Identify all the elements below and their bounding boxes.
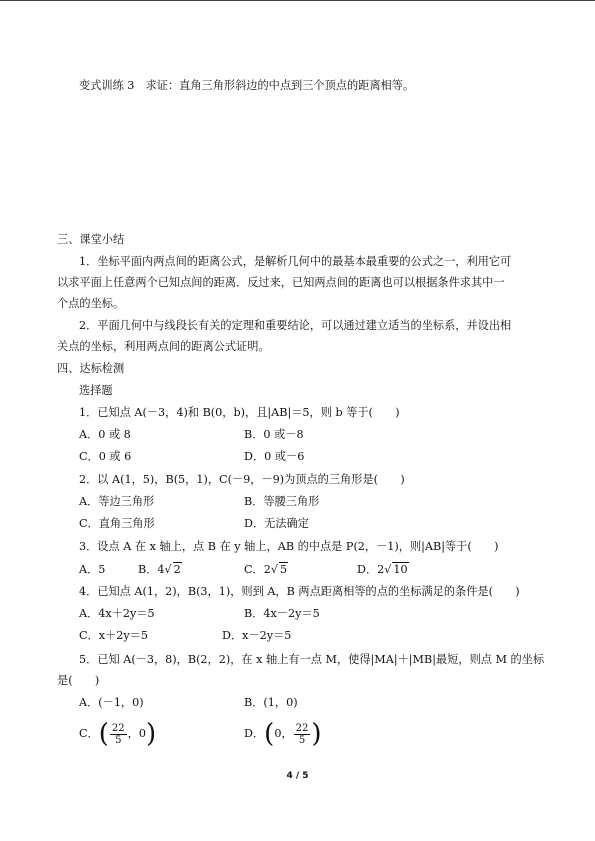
q5-stem-line1: 5．已知 A(－3，8)，B(2，2)，在 x 轴上有一点 M，使得|MA|＋|MB|最短，则点 M 的坐标 bbox=[79, 653, 545, 666]
left-paren: ( bbox=[98, 719, 109, 749]
q4-option-a: A．4x＋2y＝5 bbox=[79, 607, 155, 620]
right-paren: ) bbox=[145, 719, 157, 749]
q1-stem: 1．已知点 A(－3，4)和 B(0，b)，且|AB|＝5，则 b 等于( ) bbox=[79, 406, 400, 419]
sqrt-symbol: √ 10 bbox=[384, 563, 408, 576]
q3-stem: 3．设点 A 在 x 轴上，点 B 在 y 轴上，AB 的中点是 P(2，－1)，则|AB|等于( ) bbox=[79, 540, 499, 553]
summary-p1-line3: 个点的坐标。 bbox=[57, 297, 125, 310]
q5-stem-line2: 是( ) bbox=[57, 674, 100, 687]
q2-stem: 2．以 A(1，5)，B(5，1)，C(－9，－9)为顶点的三角形是( ) bbox=[79, 473, 405, 486]
page-number: 4 / 5 bbox=[286, 771, 309, 781]
fraction: $\frac{22}{5}$ bbox=[295, 722, 309, 746]
sqrt-symbol: √ 2 bbox=[164, 563, 181, 576]
q5-option-a: A．(－1，0) bbox=[79, 696, 144, 709]
q1-option-a: A．0 或 8 bbox=[79, 428, 131, 441]
variant-exercise-3: 变式训练 3 求证：直角三角形斜边的中点到三个顶点的距离相等。 bbox=[79, 79, 415, 92]
q1-option-d: D．0 或－6 bbox=[244, 450, 305, 463]
q4-option-d: D．x－2y＝5 bbox=[222, 629, 292, 642]
q5-option-c: C．( $\frac{22}{5}$ ，0) bbox=[79, 719, 157, 749]
q2-option-a: A．等边三角形 bbox=[79, 495, 155, 508]
q4-option-b: B．4x－2y＝5 bbox=[244, 607, 320, 620]
q3-option-d: D．2√ 10 bbox=[357, 563, 408, 576]
summary-p2-line2: 关点的坐标，利用两点间的距离公式证明。 bbox=[57, 340, 270, 353]
summary-p1-line1: 1．坐标平面内两点间的距离公式，是解析几何中的最基本最重要的公式之一，利用它可 bbox=[79, 255, 512, 268]
q5-option-b: B．(1，0) bbox=[244, 696, 298, 709]
section-4-heading: 四、达标检测 bbox=[57, 362, 125, 375]
q3-option-c: C．2√ 5 bbox=[244, 563, 288, 576]
summary-p2-line1: 2．平面几何中与线段长有关的定理和重要结论，可以通过建立适当的坐标系，并设出相 bbox=[79, 319, 512, 332]
q2-option-c: C．直角三角形 bbox=[79, 517, 155, 530]
summary-p1-line2: 以求平面上任意两个已知点间的距离．反过来，已知两点间的距离也可以根据条件求其中一 bbox=[57, 276, 505, 289]
q4-option-c: C．x＋2y＝5 bbox=[79, 629, 148, 642]
fraction: $\frac{22}{5}$ bbox=[111, 722, 125, 746]
q5-option-d: D．(0， $\frac{22}{5}$ ) bbox=[244, 719, 322, 749]
q1-option-c: C．0 或 6 bbox=[79, 450, 132, 463]
page-top-rule bbox=[0, 0, 595, 1]
q3-option-b: B．4√ 2 bbox=[138, 563, 181, 576]
choice-subheading: 选择题 bbox=[79, 384, 113, 397]
q3-option-a: A．5 bbox=[79, 563, 106, 576]
q2-option-d: D．无法确定 bbox=[244, 517, 309, 530]
q4-stem: 4．已知点 A(1，2)，B(3，1)，则到 A，B 两点距离相等的点的坐标满足的条件是( ) bbox=[79, 585, 520, 598]
sqrt-symbol: √ 5 bbox=[270, 563, 288, 576]
left-paren: ( bbox=[264, 719, 275, 749]
q2-option-b: B．等腰三角形 bbox=[244, 495, 320, 508]
section-3-heading: 三、课堂小结 bbox=[57, 233, 125, 246]
q1-option-b: B．0 或－8 bbox=[244, 428, 304, 441]
right-paren: ) bbox=[311, 719, 322, 749]
